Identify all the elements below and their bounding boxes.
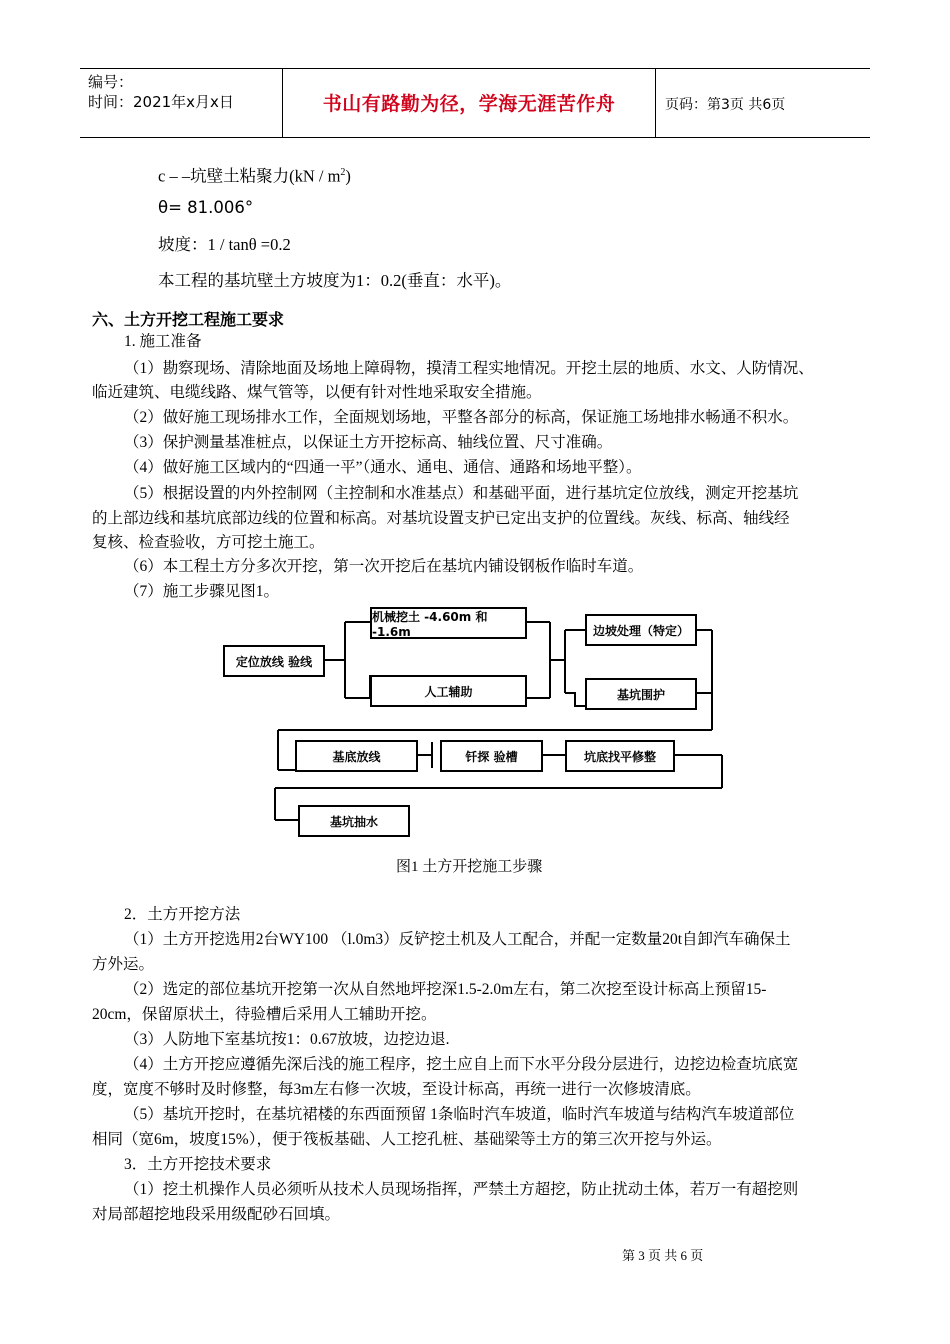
flow-node-dewatering: 基坑抽水 [298, 805, 410, 837]
flow-node-locate: 定位放线 验线 [223, 645, 325, 677]
formula-theta: θ= 81.006° [158, 198, 254, 217]
paragraph-line: （1）土方开挖选用2台WY100 （l.0m3）反铲挖土机及人工配合，并配一定数量20t自卸汽车确保土 [124, 931, 791, 948]
paragraph-line: （2）选定的部位基坑开挖第一次从自然地坪挖深1.5-2.0m左右，第二次挖至设计标高上预留15- [124, 981, 767, 998]
formula-conclusion: 本工程的基坑壁土方坡度为1：0.2(垂直：水平)。 [158, 271, 512, 290]
paragraph-line: 20cm，保留原状土，待验槽后采用人工辅助开挖。 [92, 1006, 437, 1023]
formula-c-tail: ) [345, 166, 351, 186]
paragraph-line: （4）土方开挖应遵循先深后浅的施工程序，挖土应自上而下水平分段分层进行，边挖边检查坑底宽 [124, 1056, 799, 1073]
paragraph-line: （7）施工步骤见图1。 [124, 583, 280, 600]
page-footer: 第 3 页 共 6 页 [622, 1248, 704, 1263]
paragraph-line: （3）保护测量基准桩点，以保证土方开挖标高、轴线位置、尺寸准确。 [124, 434, 613, 451]
flow-node-machine-dig: 机械挖土 -4.60m 和 -1.6m [370, 607, 527, 639]
paragraph-line: 对局部超挖地段采用级配砂石回填。 [92, 1206, 341, 1223]
flow-node-probe-inspect: 钎探 验槽 [440, 740, 543, 772]
flow-node-manual-assist: 人工辅助 [370, 675, 527, 707]
header-number: 编号： [88, 73, 134, 91]
paragraph-line: （1）勘察现场、清除地面及场地上障碍物，摸清工程实地情况。开挖土层的地质、水文、人防情况、 [124, 360, 814, 377]
section-2-heading: 2．土方开挖方法 [124, 906, 241, 923]
paragraph-line: （1）挖土机操作人员必须听从技术人员现场指挥，严禁土方超挖，防止扰动土体，若万一有超挖则 [124, 1181, 799, 1198]
header-page-number: 页码：第3页 共6页 [665, 97, 786, 113]
formula-c-superscript: 2 [340, 167, 346, 178]
flow-node-bottom-line: 基底放线 [295, 740, 418, 772]
section-6-sub1: 1. 施工准备 [124, 333, 202, 350]
paragraph-line: （2）做好施工现场排水工作，全面规划场地，平整各部分的标高，保证施工场地排水畅通不积水。 [124, 409, 799, 426]
paragraph-line: （5）基坑开挖时，在基坑裙楼的东西面预留 1条临时汽车坡道，临时汽车坡道与结构汽车坡道部位 [124, 1106, 795, 1123]
flow-node-pit-support: 基坑围护 [585, 678, 697, 710]
paragraph-line: （3）人防地下室基坑按1：0.67放坡，边挖边退. [124, 1031, 450, 1048]
formula-slope: 坡度：1 / tanθ =0.2 [158, 235, 291, 254]
header-time: 时间：2021年x月x日 [88, 93, 234, 111]
header-motto: 书山有路勤为径，学海无涯苦作舟 [322, 93, 616, 115]
flow-node-level-trim: 坑底找平修整 [565, 740, 675, 772]
section-6-heading: 六、土方开挖工程施工要求 [92, 310, 285, 329]
figure-caption: 图1 土方开挖施工步骤 [396, 859, 543, 875]
paragraph-line: 相同（宽6m，坡度15%），便于筏板基础、人工挖孔桩、基础梁等土方的第三次开挖与外运。 [92, 1131, 722, 1148]
paragraph-line: 的上部边线和基坑底部边线的位置和标高。对基坑设置支护已定出支护的位置线。灰线、标高、轴线经 [92, 510, 790, 527]
paragraph-line: （5）根据设置的内外控制网（主控制和水准基点）和基础平面，进行基坑定位放线，测定开挖基坑 [124, 485, 799, 502]
section-3-heading: 3．土方开挖技术要求 [124, 1156, 272, 1173]
paragraph-line: 度，宽度不够时及时修整，每3m左右修一次坡，至设计标高，再统一进行一次修坡清底。 [92, 1081, 701, 1098]
paragraph-line: （4）做好施工区域内的“四通一平”（通水、通电、通信、通路和场地平整）。 [124, 459, 642, 476]
paragraph-line: 方外运。 [92, 956, 155, 973]
paragraph-line: 临近建筑、电缆线路、煤气管等，以便有针对性地采取安全措施。 [92, 384, 542, 401]
flow-node-slope-treatment: 边坡处理（特定） [585, 614, 697, 646]
paragraph-line: （6）本工程土方分多次开挖，第一次开挖后在基坑内铺设钢板作临时车道。 [124, 558, 644, 575]
formula-c-text: c – –坑壁土粘聚力(kN / m [158, 166, 341, 186]
paragraph-line: 复核、检查验收，方可挖土施工。 [92, 534, 325, 551]
